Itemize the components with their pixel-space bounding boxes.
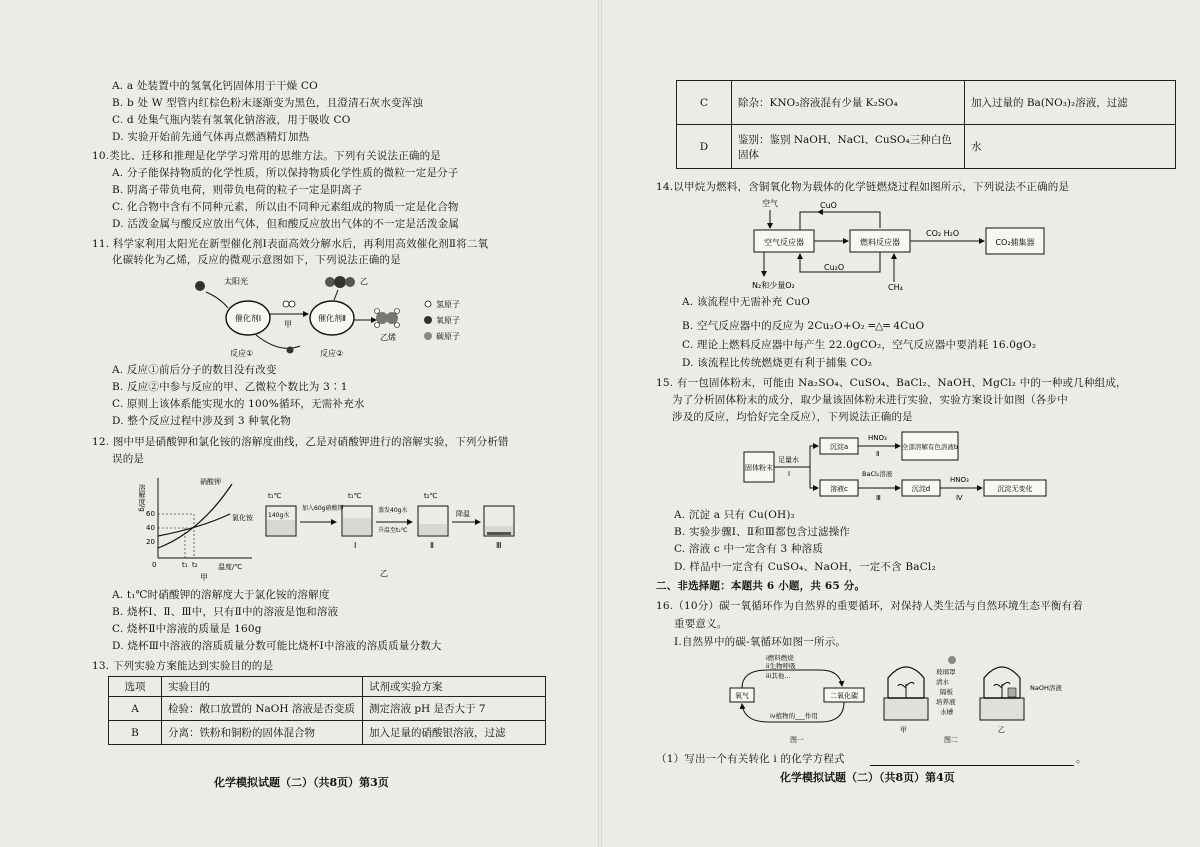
plant-right-icon [994, 682, 1010, 698]
oxygen-label: 氧气 [735, 692, 749, 700]
q13-stem: 13. 下列实验方案能达到实验目的的是 [92, 660, 274, 672]
q9-option-b: B. b 处 W 型管内红棕色粉末逐渐变为黑色，且澄清石灰水变浑浊 [112, 97, 424, 109]
row-d-option: D [677, 125, 732, 169]
powder-label: 固体粉末 [745, 464, 773, 472]
y-tick-40: 40 [146, 524, 155, 532]
co2-label: 二氧化碳 [830, 692, 858, 700]
q11-stem-1: 11. 科学家利用太阳光在新型催化剂Ⅰ表面高效分解水后，再利用高效催化剂Ⅱ将二氧 [92, 238, 489, 250]
q10-option-d: D. 活泼金属与酸反应放出气体，但和酸反应放出气体的不一定是活泼金属 [112, 218, 460, 230]
hno3-label-1: HNO₃ [868, 434, 887, 442]
beaker-1-temp: t₁℃ [348, 492, 362, 500]
step1-roman: Ⅰ [788, 470, 791, 478]
q12-option-a: A. t₁℃时硝酸钾的溶解度大于氯化铵的溶解度 [112, 589, 330, 601]
air-reactor-label: 空气反应器 [764, 238, 804, 247]
row-b-purpose: 分离：铁粉和铜粉的固体混合物 [162, 721, 363, 745]
x-tick-t2: t₂ [192, 561, 198, 569]
row-d-method: 水 [965, 125, 1176, 169]
q14-stem: 14.以甲烷为燃料，含铜氧化物为载体的化学链燃烧过程如图所示，下列说法不正确的是 [656, 181, 1070, 193]
graph-ylabel: 溶解度/g [138, 484, 146, 512]
conversion-iv: iv植物的___作用 [770, 712, 818, 720]
x-tick-0: 0 [152, 561, 157, 569]
sunlight-label: 太阳光 [224, 277, 248, 286]
y-tick-20: 20 [146, 538, 155, 546]
section-2-heading: 二、非选择题：本题共 6 小题，共 65 分。 [656, 580, 866, 592]
header-purpose: 实验目的 [162, 677, 363, 697]
beaker-2-roman: Ⅱ [430, 541, 434, 550]
table-row [109, 721, 546, 745]
legend-carbon: 碳原子 [436, 332, 460, 341]
q12-solubility-graph [140, 472, 260, 582]
solution-c-label: 溶液c [830, 485, 848, 493]
label-culture: 培养液 [936, 698, 956, 706]
q14-option-c: C. 理论上燃料反应器中每产生 22.0gCO₂，空气反应器中要消耗 16.0gO₂ [682, 339, 1037, 351]
step3-roman: Ⅲ [876, 494, 881, 502]
q15-option-b: B. 实验步骤Ⅰ、Ⅱ和Ⅲ都包含过滤操作 [674, 526, 851, 538]
q15-stem-1: 15. 有一包固体粉末，可能由 Na₂SO₄、CuSO₄、BaCl₂、NaOH、MgCl₂ 中的一种或几种组成， [656, 377, 1127, 389]
products-label: CO₂ H₂O [926, 229, 960, 238]
q15-stem-2: 为了分析固体粉末的成分，取少量该固体粉末进行实验，实验方案设计如图（各步中 [672, 394, 1068, 406]
q11-option-b: B. 反应②中参与反应的甲、乙微粒个数比为 3∶1 [112, 381, 348, 393]
x-tick-t1: t₁ [182, 561, 188, 569]
row-d-purpose: 鉴别：鉴别 NaOH、NaCl、CuSO₄三种白色固体 [732, 125, 965, 169]
header-option: 选项 [109, 677, 162, 697]
conversion-ii: ii生物呼吸 [766, 662, 796, 670]
step1-water-label: 足量水 [778, 456, 799, 464]
hydrogen-atom-icon [425, 301, 431, 307]
q10-option-a: A. 分子能保持物质的化学性质，所以保持物质化学性质的微粒一定是分子 [112, 167, 459, 179]
table-row [677, 81, 1176, 125]
label-partition: 隔板 [940, 688, 953, 696]
water-molecule-icon [195, 281, 205, 291]
q10-stem: 10.类比、迁移和推理是化学学习常用的思维方法。下列有关说法正确的是 [92, 150, 441, 162]
q15-option-c: C. 溶液 c 中一定含有 3 种溶质 [674, 543, 824, 555]
o2-molecule-icon [287, 347, 294, 354]
q12-option-b: B. 烧杯Ⅰ、Ⅱ、Ⅲ中，只有Ⅱ中的溶液是饱和溶液 [112, 606, 339, 618]
figure-2-caption: 图二 [944, 736, 958, 744]
q13-table [108, 676, 546, 745]
row-b-method: 加入足量的硝酸银溶液，过滤 [363, 721, 546, 745]
fuel-reactor-label: 燃料反应器 [860, 238, 900, 247]
q16-figure-1 [728, 656, 878, 746]
kno3-label: 硝酸钾 [200, 478, 221, 486]
q9-option-d: D. 实验开始前先通气体再点燃酒精灯加热 [112, 131, 310, 143]
label-tank: 水槽 [940, 708, 953, 716]
beaker-caption: 乙 [380, 569, 388, 578]
beaker-3-roman: Ⅲ [496, 541, 502, 550]
reaction-2-label: 反应② [320, 349, 344, 358]
q12-stem-1: 12. 图中甲是硝酸钾和氯化铵的溶解度曲线，乙是对硝酸钾进行的溶解实验，下列分析错 [92, 436, 509, 448]
q10-option-c: C. 化合物中含有不同种元素，所以由不同种元素组成的物质一定是化合物 [112, 201, 459, 213]
water-tank-left [884, 698, 928, 720]
page-3-footer: 化学模拟试题（二）（共8页）第3页 [214, 776, 389, 789]
q11-option-c: C. 原则上该体系能实现水的 100%循环，无需补充水 [112, 398, 365, 410]
oxygen-atom-icon [424, 316, 432, 324]
q12-beaker-experiment [262, 488, 524, 582]
beaker-1-roman: Ⅰ [354, 541, 357, 550]
naoh-label: NaOH溶液 [1030, 684, 1062, 692]
q9-option-c: C. d 处集气瓶内装有氢氧化钠溶液，用于吸收 CO [112, 114, 351, 126]
jia-fig2: 甲 [900, 726, 907, 734]
bacl2-label: BaCl₂溶液 [862, 470, 893, 478]
q10-option-b: B. 阴离子带负电荷，则带负电荷的粒子一定是阴离子 [112, 184, 363, 196]
table-header-row [109, 677, 546, 697]
q12-option-c: C. 烧杯Ⅱ中溶液的质量是 160g [112, 623, 262, 635]
row-c-purpose: 除杂：KNO₃溶液混有少量 K₂SO₄ [732, 81, 965, 125]
precipitate-a-label: 沉淀a [829, 443, 849, 451]
y-tick-60: 60 [146, 510, 155, 518]
q16-figure-2 [880, 654, 1070, 746]
q15-option-d: D. 样品中一定含有 CuSO₄、NaOH，一定不含 BaCl₂ [674, 561, 936, 573]
page-4-footer: 化学模拟试题（二）（共8页）第4页 [780, 771, 955, 784]
q12-option-d: D. 烧杯Ⅲ中溶液的溶质质量分数可能比烧杯Ⅰ中溶液的溶质质量分数大 [112, 640, 442, 652]
q16-question-1: （1）写出一个有关转化 i 的化学方程式 [656, 753, 845, 765]
q14-option-d: D. 该流程比传统燃烧更有利于捕集 CO₂ [682, 357, 873, 369]
table-row [677, 125, 1176, 169]
header-method: 试剂或实验方案 [363, 677, 546, 697]
row-a-method: 测定溶液 pH 是否大于 7 [363, 697, 546, 721]
q11-stem-2: 化碳转化为乙烯，反应的微观示意图如下，下列说法正确的是 [112, 254, 401, 266]
step1-label: 加入60g硝酸钾 [302, 505, 344, 512]
row-a-purpose: 检验：敞口放置的 NaOH 溶液是否变质 [162, 697, 363, 721]
result-b-label: 全部溶解有色溶液b [901, 443, 959, 451]
carbon-atom-icon [424, 332, 432, 340]
cu2o-label: Cu₂O [824, 263, 845, 272]
legend-hydrogen: 氢原子 [436, 300, 460, 309]
beaker-start-label: 140g水 [268, 512, 290, 519]
q15-flow-diagram [742, 428, 1082, 504]
row-c-option: C [677, 81, 732, 125]
q15-option-a: A. 沉淀 a 只有 Cu(OH)₂ [674, 509, 796, 521]
q14-option-b: B. 空气反应器中的反应为 2Cu₂O+O₂ ═△═ 4CuO [682, 320, 925, 332]
beaker-2-temp: t₂℃ [424, 492, 438, 500]
step2-roman: Ⅱ [876, 450, 880, 458]
table-row [109, 697, 546, 721]
q12-stem-2: 误的是 [112, 453, 145, 465]
legend-oxygen: 氧原子 [436, 316, 460, 325]
step4-roman: Ⅳ [956, 494, 963, 502]
figure-1-caption: 图一 [790, 736, 804, 744]
yi-label: 乙 [360, 277, 368, 286]
q14-flow-diagram [752, 198, 1100, 292]
step3-label: 降温 [456, 510, 470, 518]
jia-label: 甲 [284, 320, 292, 329]
no-change-label: 沉淀无变化 [997, 485, 1033, 493]
cuo-label: CuO [820, 201, 837, 210]
ethylene-label: 乙烯 [380, 333, 396, 342]
reaction-1-label: 反应① [230, 349, 254, 358]
catalyst-1-label: 催化剂Ⅰ [234, 314, 262, 323]
yi-fig2: 乙 [998, 726, 1005, 734]
row-c-method: 加入过量的 Ba(NO₃)₂溶液，过滤 [965, 81, 1176, 125]
water-tank-right [980, 698, 1024, 720]
answer-period: 。 [1076, 753, 1087, 765]
page-4 [600, 0, 1200, 847]
q11-reaction-diagram [180, 270, 480, 362]
q11-option-a: A. 反应①前后分子的数目没有改变 [112, 364, 277, 376]
conversion-iii: iii其他… [766, 672, 791, 680]
row-a-option: A [109, 697, 162, 721]
ch4-label: CH₄ [888, 283, 903, 292]
graph-caption: 甲 [200, 573, 208, 582]
step2a-label: 蒸发40g水 [378, 507, 408, 514]
q16-sub-1: Ⅰ.自然界中的碳-氧循环如图一所示。 [674, 636, 847, 648]
catalyst-2-label: 催化剂Ⅱ [318, 314, 346, 323]
answer-blank [870, 765, 1074, 766]
step2b-label: 升温至t₂℃ [378, 527, 408, 534]
air-label: 空气 [762, 199, 778, 208]
label-glass-cover: 玻璃罩 [936, 668, 956, 676]
row-b-option: B [109, 721, 162, 745]
plant-left-icon [898, 682, 914, 698]
precipitate-d-label: 沉淀d [911, 485, 931, 493]
nh4cl-curve [158, 514, 230, 536]
q16-stem-2: 重要意义。 [674, 618, 728, 630]
capture-label: CO₂捕集器 [995, 238, 1035, 247]
q13-table-continued [676, 80, 1176, 169]
n2-label: N₂和少量O₂ [752, 281, 795, 290]
q14-option-a: A. 该流程中无需补充 CuO [682, 296, 810, 308]
graph-xlabel: 温度/℃ [218, 563, 243, 571]
hno3-label-2: HNO₃ [950, 476, 969, 484]
naoh-beaker [1008, 688, 1016, 697]
q11-option-d: D. 整个反应过程中涉及到 3 种氧化物 [112, 415, 292, 427]
kno3-curve [158, 484, 232, 548]
conversion-i: i燃料燃烧 [766, 654, 794, 662]
label-clear-water: 清水 [936, 678, 949, 686]
q16-stem-1: 16.（10分）碳一氧循环作为自然界的重要循环，对保持人类生活与自然环境生态平衡有着 [656, 600, 1083, 612]
q15-stem-3: 涉及的反应，均恰好完全反应），下列说法正确的是 [672, 411, 913, 423]
co2-molecule-icon [325, 277, 335, 287]
q9-option-a: A. a 处装置中的氢氧化钙固体用于干燥 CO [112, 80, 318, 92]
beaker-temp-start: t₁℃ [268, 492, 282, 500]
nh4cl-label: 氯化铵 [232, 514, 253, 522]
sun-icon [948, 656, 956, 664]
